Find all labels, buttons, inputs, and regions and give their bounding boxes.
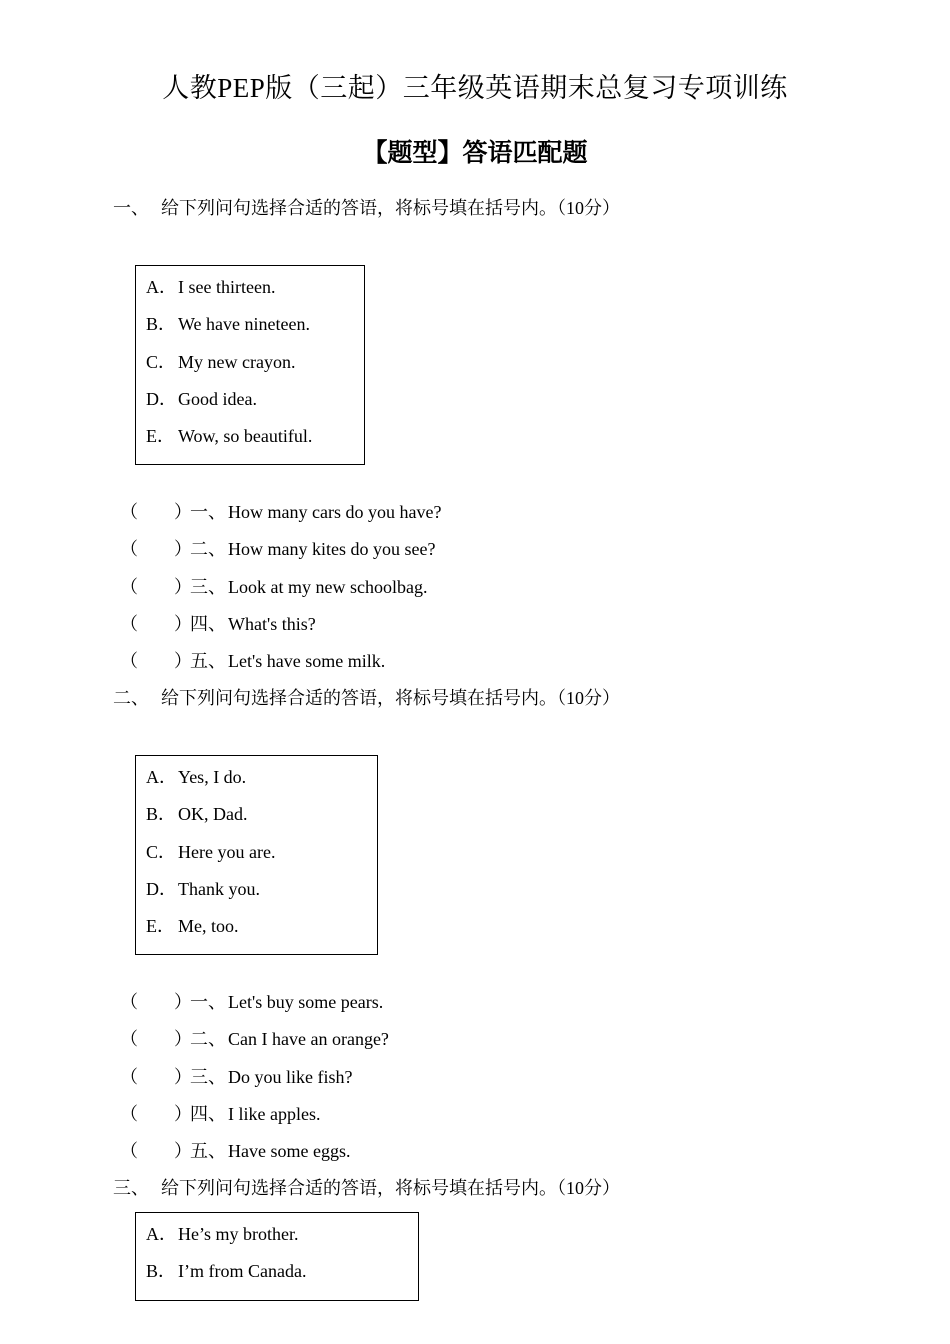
question-number: 四、 (190, 1103, 226, 1124)
question-item (120, 989, 389, 1026)
question-text: I like apples. (228, 1103, 321, 1124)
section-2-heading (113, 685, 620, 711)
question-number: 四、 (190, 613, 226, 634)
section-3-answer-box (135, 1212, 419, 1301)
option-letter: A． (146, 277, 177, 297)
option-text: Thank you. (178, 878, 260, 899)
option-text: I’m from Canada. (178, 1261, 307, 1282)
option-item (146, 876, 377, 913)
question-item (120, 536, 441, 573)
option-text: He’s my brother. (178, 1224, 299, 1244)
option-text: Good idea. (178, 388, 257, 409)
question-text: Do you like fish? (228, 1066, 353, 1087)
question-item (120, 611, 441, 648)
option-letter: B． (146, 804, 177, 825)
question-number: 五、 (190, 651, 226, 672)
question-text: Let's buy some pears. (228, 992, 384, 1012)
answer-blank[interactable]: （ ） (120, 576, 192, 597)
question-number: 三、 (190, 1066, 226, 1087)
answer-blank[interactable]: （ ） (120, 1029, 192, 1050)
question-number: 五、 (190, 1141, 226, 1162)
page-title: 人教PEP版（三起）三年级英语期末总复习专项训练 (162, 73, 788, 103)
answer-blank[interactable]: （ ） (120, 539, 192, 560)
question-text: Look at my new schoolbag. (228, 576, 428, 597)
section-1-question-list (120, 499, 441, 685)
option-letter: B． (146, 314, 177, 335)
option-item (146, 764, 377, 801)
option-item (146, 386, 364, 423)
answer-blank[interactable]: （ ） (120, 651, 192, 672)
section-1-heading (113, 195, 620, 221)
option-letter: A． (146, 767, 177, 787)
section-2-question-list (120, 989, 389, 1175)
question-number: 二、 (190, 539, 226, 560)
option-item (146, 801, 377, 838)
answer-blank[interactable]: （ ） (120, 613, 192, 634)
option-letter: C． (146, 841, 177, 862)
question-number: 三、 (190, 576, 226, 597)
option-item (146, 311, 364, 348)
question-item (120, 574, 441, 611)
option-text: Yes, I do. (178, 767, 247, 787)
question-item (120, 1138, 389, 1175)
answer-blank[interactable]: （ ） (120, 1141, 192, 1162)
question-item (120, 1064, 389, 1101)
question-text: How many cars do you have? (228, 502, 442, 522)
section-2-answer-box (135, 755, 378, 955)
answer-blank[interactable]: （ ） (120, 1103, 192, 1124)
option-letter: D． (146, 878, 177, 899)
answer-blank[interactable]: （ ） (120, 992, 192, 1012)
question-item (120, 499, 441, 536)
question-item (120, 648, 441, 685)
section-instruction: 给下列问句选择合适的答语，将标号填在括号内。（10分） (161, 688, 620, 708)
section-3-heading (113, 1175, 620, 1201)
option-text: Here you are. (178, 841, 276, 862)
section-number: 二、 (113, 688, 149, 708)
option-letter: E． (146, 426, 175, 447)
section-number: 一、 (113, 198, 149, 218)
section-instruction: 给下列问句选择合适的答语，将标号填在括号内。（10分） (161, 198, 620, 218)
section-instruction: 给下列问句选择合适的答语，将标号填在括号内。（10分） (161, 1178, 620, 1198)
option-text: Me, too. (178, 916, 239, 937)
option-text: My new crayon. (178, 351, 296, 372)
option-item (146, 1258, 418, 1295)
question-type-subtitle: 【题型】答语匹配题 (362, 138, 588, 167)
question-number: 二、 (190, 1029, 226, 1050)
question-text: Can I have an orange? (228, 1029, 389, 1050)
option-item (146, 839, 377, 876)
option-letter: C． (146, 351, 177, 372)
answer-blank[interactable]: （ ） (120, 502, 192, 522)
option-text: Wow, so beautiful. (178, 426, 313, 447)
section-number: 三、 (113, 1178, 149, 1198)
option-letter: E． (146, 916, 175, 937)
option-text: I see thirteen. (178, 277, 276, 297)
option-item (146, 349, 364, 386)
option-text: We have nineteen. (178, 314, 310, 335)
question-number: 一、 (190, 502, 226, 522)
option-item (146, 423, 364, 460)
answer-blank[interactable]: （ ） (120, 1066, 192, 1087)
question-number: 一、 (190, 992, 226, 1012)
question-text: Let's have some milk. (228, 651, 386, 672)
question-item (120, 1101, 389, 1138)
option-item (146, 274, 364, 311)
section-1-answer-box (135, 265, 365, 465)
option-letter: A． (146, 1224, 177, 1244)
option-letter: B． (146, 1261, 177, 1282)
option-text: OK, Dad. (178, 804, 248, 825)
question-text: What's this? (228, 613, 316, 634)
question-item (120, 1026, 389, 1063)
question-text: Have some eggs. (228, 1141, 351, 1162)
option-item (146, 913, 377, 950)
option-letter: D． (146, 388, 177, 409)
question-text: How many kites do you see? (228, 539, 436, 560)
option-item (146, 1221, 418, 1258)
